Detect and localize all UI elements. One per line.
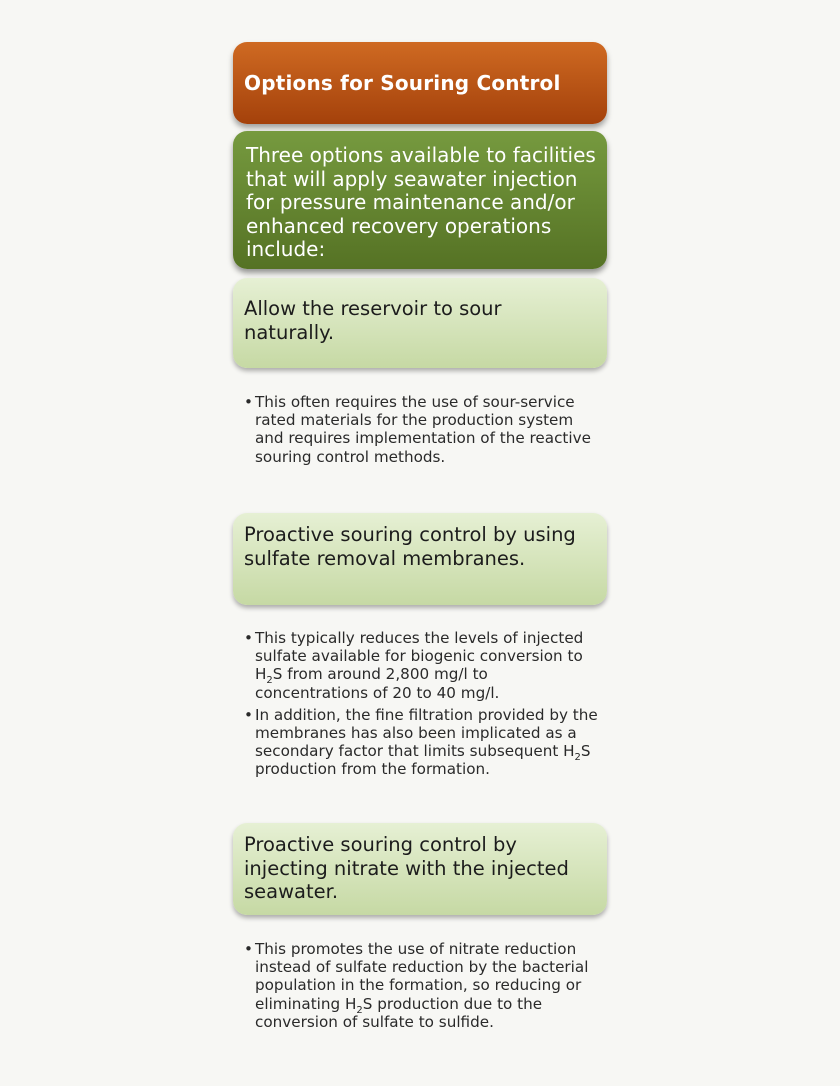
subscript: 2 <box>574 752 581 764</box>
bullet-text <box>255 940 588 1031</box>
bullet-text-part: This promotes the use of nitrate reduction instead of sulfate reduction by the bacterial population in the formation, so reducing or eliminating H <box>255 940 589 1013</box>
bullet-item <box>244 629 604 702</box>
bullet-item <box>244 940 604 1031</box>
bullet-text-part: In addition, the fine filtration provided by the membranes has also been implicated as a secondary factor that limits subsequent H <box>255 705 598 761</box>
bullet-marker: • <box>244 393 253 411</box>
option-2-heading: Proactive souring control by using sulfate removal membranes. <box>244 523 576 570</box>
option-2-box <box>233 513 607 605</box>
option-1-heading: Allow the reservoir to sour naturally. <box>244 297 502 344</box>
bullet-text-part: This typically reduces the levels of injected sulfate available for biogenic conversion to H <box>255 629 584 684</box>
bullet-text-part: S production from the formation. <box>255 742 591 779</box>
option-3-heading: Proactive souring control by injecting nitrate with the injected seawater. <box>244 833 569 903</box>
subscript: 2 <box>356 1004 363 1016</box>
bullet-marker: • <box>244 629 253 647</box>
bullet-text <box>255 706 598 779</box>
title-box <box>233 42 607 124</box>
option-1-bullets <box>244 393 604 470</box>
intro-text: Three options available to facilities that will apply seawater injection for pressure maintenance and/or enhanced recovery operations include: <box>246 143 596 261</box>
option-3-box <box>233 823 607 915</box>
bullet-text-part: S from around 2,800 mg/l to concentrations of 20 to 40 mg/l. <box>255 665 500 702</box>
bullet-item <box>244 393 604 466</box>
bullet-text: This often requires the use of sour-service rated materials for the production system and requires implementation of the reactive souring control methods. <box>255 393 591 466</box>
bullet-text <box>255 629 583 702</box>
bullet-marker: • <box>244 940 253 958</box>
subscript: 2 <box>266 675 273 687</box>
bullet-item <box>244 706 604 779</box>
bullet-text-part: S production due to the conversion of sulfate to sulfide. <box>255 994 543 1031</box>
intro-box <box>233 131 607 269</box>
option-3-bullets <box>244 940 604 1035</box>
diagram-title: Options for Souring Control <box>244 71 561 95</box>
option-2-bullets <box>244 629 604 783</box>
option-1-box <box>233 278 607 368</box>
bullet-marker: • <box>244 705 253 724</box>
